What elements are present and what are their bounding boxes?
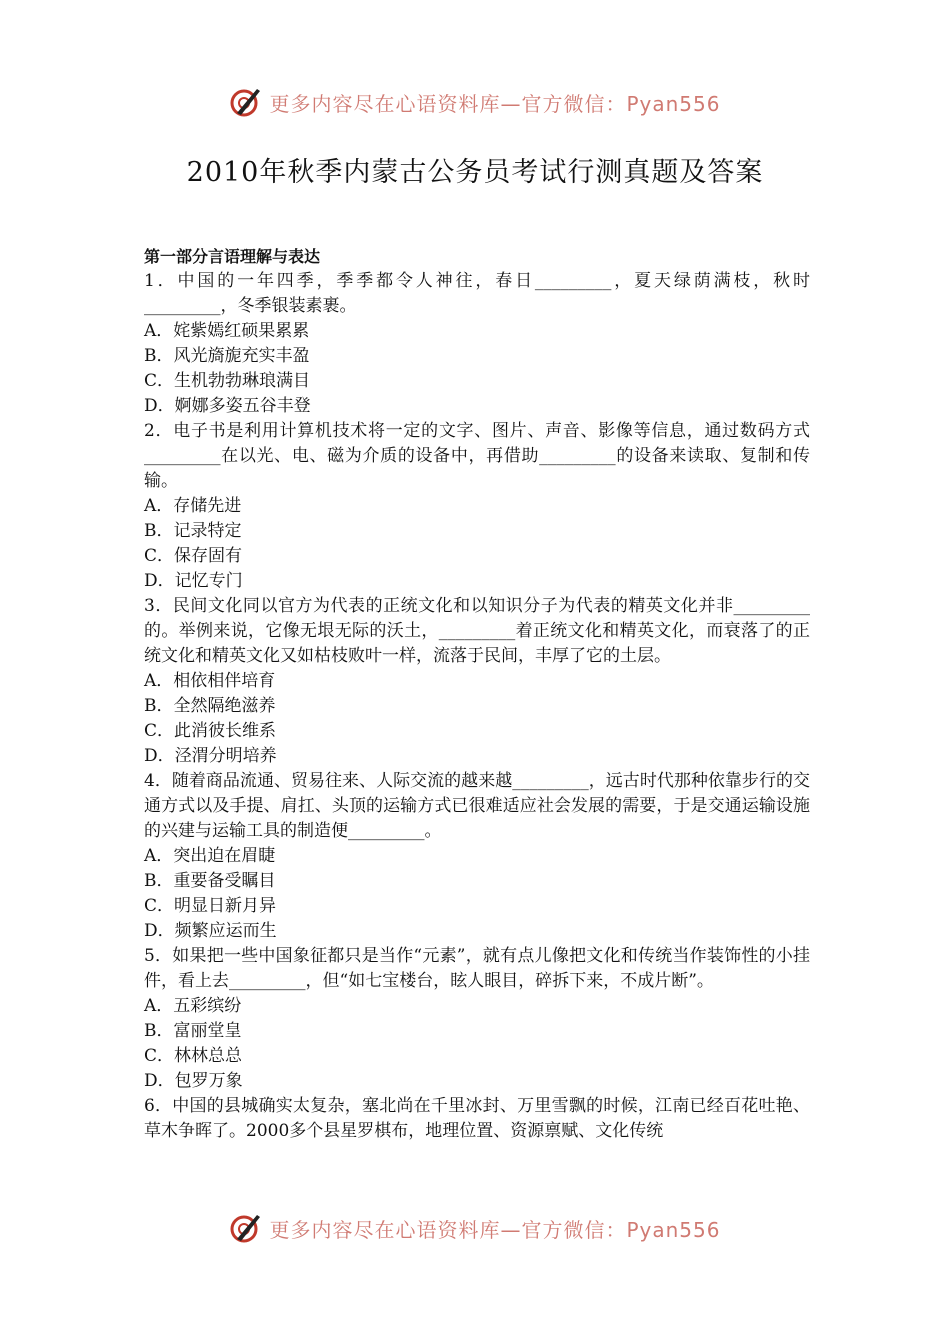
- brush-logo-icon: [229, 85, 263, 119]
- answer-option: C．生机勃勃琳琅满目: [144, 371, 311, 391]
- answer-option: C．保存固有: [144, 546, 243, 566]
- answer-option: A．相依相伴培育: [144, 671, 276, 691]
- question-stem: 6．中国的县城确实太复杂，塞北尚在千里冰封、万里雪飘的时候，江南已经百花吐艳、草木争晖了。2000多个县星罗棋布，地理位置、资源禀赋、文化传统: [144, 1096, 810, 1141]
- answer-option: B．记录特定: [144, 521, 242, 541]
- answer-option: B．重要备受瞩目: [144, 871, 276, 891]
- watermark-text: 更多内容尽在心语资料库—官方微信：Pyan556: [269, 1217, 721, 1242]
- answer-option: C．明显日新月异: [144, 896, 277, 916]
- question-stem: 3．民间文化同以官方为代表的正统文化和以知识分子为代表的精英文化并非_________的。举例来说，它像无垠无际的沃土，_________着正统文化和精英文化，而衰落了的正统文化和精英文化又如枯枝败叶一样，流落于民间，丰厚了它的土层。: [144, 596, 810, 666]
- answer-option: A．五彩缤纷: [144, 996, 242, 1016]
- section-heading: 第一部分言语理解与表达: [144, 247, 321, 266]
- answer-option: C．林林总总: [144, 1046, 243, 1066]
- brush-logo-icon: [229, 1211, 263, 1245]
- answer-option: A．存储先进: [144, 496, 242, 516]
- answer-option: B．富丽堂皇: [144, 1021, 242, 1041]
- watermark-text: 更多内容尽在心语资料库—官方微信：Pyan556: [269, 91, 721, 116]
- question-list: [144, 269, 810, 1144]
- answer-option: D．泾渭分明培养: [144, 746, 277, 766]
- question-stem: 2．电子书是利用计算机技术将一定的文字、图片、声音、影像等信息，通过数码方式_________在以光、电、磁为介质的设备中，再借助_________的设备来读取、复制和传输。: [144, 421, 810, 491]
- answer-option: B．全然隔绝滋养: [144, 696, 276, 716]
- page-title: 2010年秋季内蒙古公务员考试行测真题及答案: [186, 157, 764, 188]
- question-stem: 1．中国的一年四季，季季都令人神往，春日_________，夏天绿荫满枝，秋时_________，冬季银装素裹。: [144, 271, 810, 316]
- question-stem: 4．随着商品流通、贸易往来、人际交流的越来越_________，远古时代那种依靠步行的交通方式以及手提、肩扛、头顶的运输方式已很难适应社会发展的需要，于是交通运输设施的兴建与运输工具的制造便_________。: [144, 771, 810, 841]
- question-stem: 5．如果把一些中国象征都只是当作“元素”，就有点儿像把文化和传统当作装饰性的小挂件，看上去_________，但“如七宝楼台，眩人眼目，碎拆下来，不成片断”。: [144, 946, 810, 991]
- answer-option: D．记忆专门: [144, 571, 243, 591]
- answer-option: B．风光旖旎充实丰盈: [144, 346, 310, 366]
- footer-watermark-banner: [0, 1208, 950, 1248]
- answer-option: D．包罗万象: [144, 1071, 243, 1091]
- answer-option: D．婀娜多姿五谷丰登: [144, 396, 311, 416]
- answer-option: D．频繁应运而生: [144, 921, 277, 941]
- answer-option: A．突出迫在眉睫: [144, 846, 276, 866]
- answer-option: C．此消彼长维系: [144, 721, 277, 741]
- document-body: [144, 244, 810, 1144]
- header-watermark-banner: [0, 82, 950, 122]
- answer-option: A．姹紫嫣红硕果累累: [144, 321, 310, 341]
